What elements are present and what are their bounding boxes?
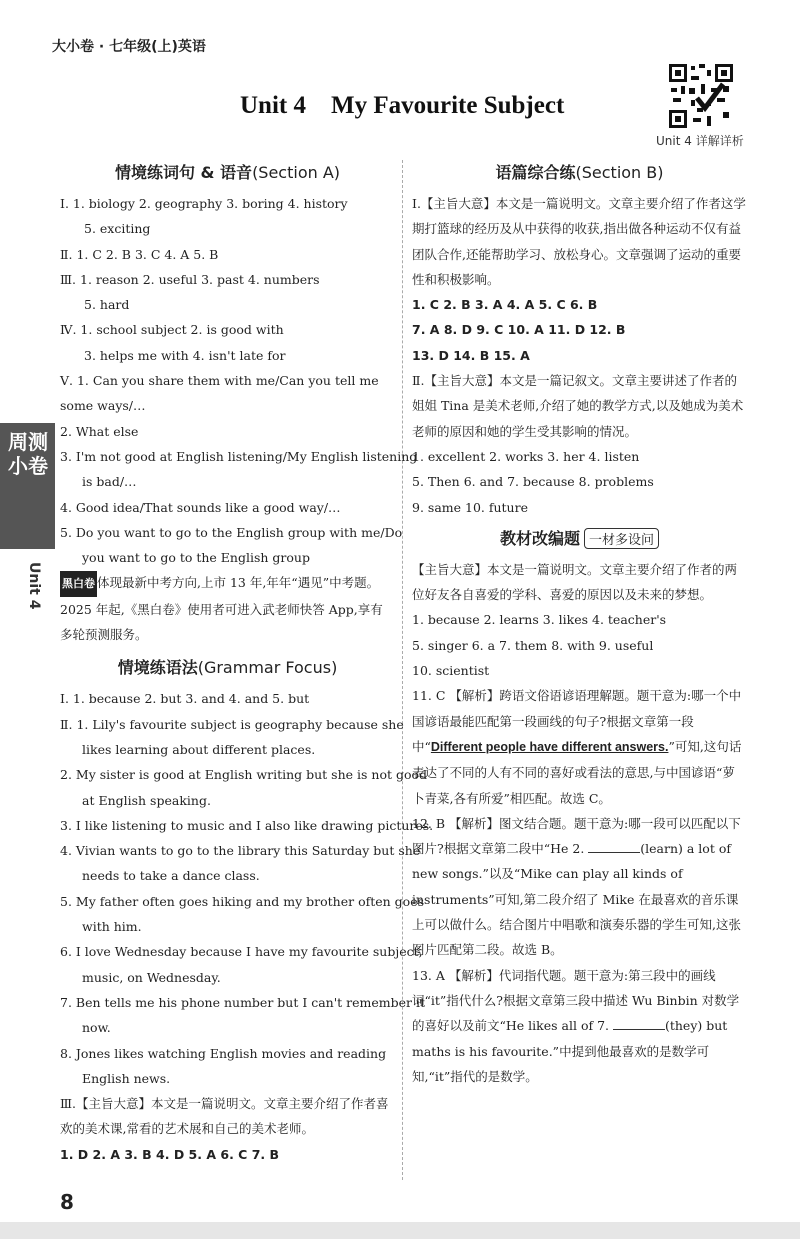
answer-line: 5. hard <box>84 297 130 313</box>
answer-line: 2. My sister is good at English writing but she is not good <box>60 767 428 783</box>
left-column <box>60 158 434 1167</box>
answer-line: 6. I love Wednesday because I have my favourite subject, <box>60 944 423 960</box>
answer-line: Ⅰ. 1. biology 2. geography 3. boring 4. history <box>60 196 348 211</box>
answer-line: 1. C 2. B 3. A 4. A 5. C 6. B <box>412 297 598 313</box>
book-title: 大小卷 · 七年级(上)英语 <box>52 39 206 55</box>
q13-text-a: 13. A 【解析】代词指代题。题干意为:第三段中的画线词“it”指代什么?根据文章第三段中描述 Wu Binbin 对数学的喜好以及前文“He likes all of 7. <box>412 967 740 1034</box>
section-a-title: 情境练词句 & 语音 <box>114 163 253 182</box>
section-heading-textbook <box>412 526 747 549</box>
answer-line: 5. Do you want to go to the English group with me/Do <box>60 524 403 540</box>
page-number: 8 <box>60 1190 74 1214</box>
answer-line: Ⅱ. 1. C 2. B 3. C 4. A 5. B <box>60 246 219 262</box>
passage2-summary: Ⅱ.【主旨大意】本文是一篇记叙文。文章主要讲述了作者的姐姐 Tina 是美术老师,介绍了她的教学方式,以及她成为美术老师的原因和她的学生受其影响的情况。 <box>412 373 744 439</box>
answer-line: 9. same 10. future <box>412 499 528 515</box>
answer-line: 5. Then 6. and 7. because 8. problems <box>412 474 654 490</box>
question-11-explanation <box>412 683 747 810</box>
grammar-en: (Grammar Focus) <box>197 658 338 678</box>
column-divider <box>402 160 403 1180</box>
answer-line: 3. I'm not good at English listening/My English listening <box>60 448 418 464</box>
answer-line: 13. D 14. B 15. A <box>412 347 530 363</box>
section-heading-a <box>60 160 395 183</box>
answer-line: is bad/… <box>82 474 137 490</box>
page-title: Unit 4 My Favourite Subject <box>240 92 565 119</box>
side-unit-label: Unit 4 <box>26 562 42 610</box>
q11-text-b: ”可知,这句话表达了不同的人有不同的喜好或看法的意思,与中国谚语“萝卜青菜,各有所爱”相匹配。故选 C。 <box>412 738 742 806</box>
answer-line: 7. A 8. D 9. C 10. A 11. D 12. B <box>412 322 626 338</box>
answer-line: music, on Wednesday. <box>82 969 221 985</box>
answer-line: with him. <box>82 919 142 935</box>
answer-line: likes learning about different places. <box>82 741 316 757</box>
side-tab-label: 周测小卷 <box>8 430 48 478</box>
answer-line: Ⅱ. 1. Lily's favourite subject is geography because she <box>60 716 404 732</box>
answer-line: 4. Vivian wants to go to the library this Saturday but she <box>60 843 421 859</box>
page-edge <box>0 1222 800 1239</box>
q11-underlined-sentence: Different people have different answers. <box>430 739 669 754</box>
answer-line: English news. <box>82 1070 171 1086</box>
part3-answers: 1. D 2. A 3. B 4. D 5. A 6. C 7. B <box>60 1146 280 1162</box>
q12-text-b: (learn) a lot of new songs.”以及“Mike can play all kinds of instruments”可知,第二段介绍了 Mike 在最喜欢的音乐课上可以做什么。结合图片中唱歌和演奏乐器的学生可知,这张图片匹配第二段。故选 B。 <box>412 841 741 958</box>
answer-line: now. <box>82 1020 111 1036</box>
grammar-title: 情境练语法 <box>117 658 198 678</box>
answer-line: 8. Jones likes watching English movies and reading <box>60 1045 387 1061</box>
promo-note <box>60 570 395 647</box>
passage3-summary: 【主旨大意】本文是一篇说明文。文章主要介绍了作者的两位好友各自喜爱的学科、喜爱的原因以及未来的梦想。 <box>412 561 738 603</box>
answer-line: 2. What else <box>60 423 139 439</box>
answer-line: Ⅳ. 1. school subject 2. is good with <box>60 322 284 338</box>
answer-line: 5. My father often goes hiking and my brother often goes <box>60 893 425 909</box>
q13-text-b: (they) but maths is his favourite.”中提到他最喜欢的是数学可知,“it”指代的是数学。 <box>412 1018 728 1084</box>
section-b-en: (Section B) <box>575 163 664 182</box>
part3-summary: Ⅲ.【主旨大意】本文是一篇说明文。文章主要介绍了作者喜欢的美术课,常看的艺术展和自己的美术老师。 <box>60 1096 389 1137</box>
answer-line: 1. excellent 2. works 3. her 4. listen <box>412 448 640 464</box>
answer-line: 5. singer 6. a 7. them 8. with 9. useful <box>412 637 654 653</box>
qr-code-icon[interactable] <box>667 62 735 130</box>
textbook-tag: 一材多设问 <box>584 528 659 549</box>
blank-line <box>588 840 640 853</box>
section-a-answers <box>60 191 418 570</box>
answer-line: 3. I like listening to music and I also like drawing pictures. <box>60 817 434 833</box>
answer-line: 1. because 2. learns 3. likes 4. teacher's <box>412 612 667 628</box>
passage1-summary: Ⅰ.【主旨大意】本文是一篇说明文。文章主要介绍了作者这学期打篮球的经历及从中获得的收获,指出做各种运动不仅有益团队合作,还能帮助学习、放松身心。文章强调了运动的重要性和积极影响。 <box>412 196 746 287</box>
qr-caption: Unit 4 详解详析 <box>656 134 744 148</box>
section-heading-b <box>412 160 747 183</box>
answer-line: Ⅴ. 1. Can you share them with me/Can you tell me <box>60 373 379 389</box>
heibai-logo: 黑白卷 <box>60 571 97 596</box>
answer-line: needs to take a dance class. <box>82 868 260 884</box>
answer-line: 10. scientist <box>412 663 490 679</box>
grammar-answers <box>60 686 434 1091</box>
answer-line: 3. helps me with 4. isn't late for <box>84 347 286 363</box>
question-12-explanation <box>412 811 747 963</box>
section-b-title: 语篇综合练 <box>495 163 576 182</box>
blank-line <box>613 1017 665 1030</box>
section-a-en: (Section A) <box>252 163 341 182</box>
section-heading-grammar <box>60 655 395 678</box>
q12-text-a: 12. B 【解析】图文结合题。题干意为:哪一段可以匹配以下图片?根据文章第二段中“He 2. <box>412 815 741 857</box>
page-header <box>0 0 800 62</box>
answer-line: you want to go to the English group <box>82 550 310 566</box>
promo-text: 体现最新中考方向,上市 13 年,年年“遇见”中考题。2025 年起,《黑白卷》使用者可进入武老师快答 App,享有多轮预测服务。 <box>60 575 383 643</box>
textbook-title: 教材改编题 <box>499 528 580 548</box>
question-13-explanation <box>412 963 747 1089</box>
answer-line: some ways/… <box>60 398 146 414</box>
answer-line: Ⅲ. 1. reason 2. useful 3. past 4. numbers <box>60 271 320 287</box>
q11-text-a: 11. C 【解析】跨语文俗语谚语理解题。题干意为:哪一个中国谚语最能匹配第一段画线的句子?根据文章第一段中“ <box>412 688 742 754</box>
answer-line: 4. Good idea/That sounds like a good way/… <box>60 499 341 515</box>
right-column <box>412 158 747 1089</box>
answer-line: 5. exciting <box>84 221 151 237</box>
answer-line: at English speaking. <box>82 792 211 808</box>
answer-line: 7. Ben tells me his phone number but I can't remember it <box>60 994 426 1010</box>
answer-line: Ⅰ. 1. because 2. but 3. and 4. and 5. but <box>60 691 310 707</box>
